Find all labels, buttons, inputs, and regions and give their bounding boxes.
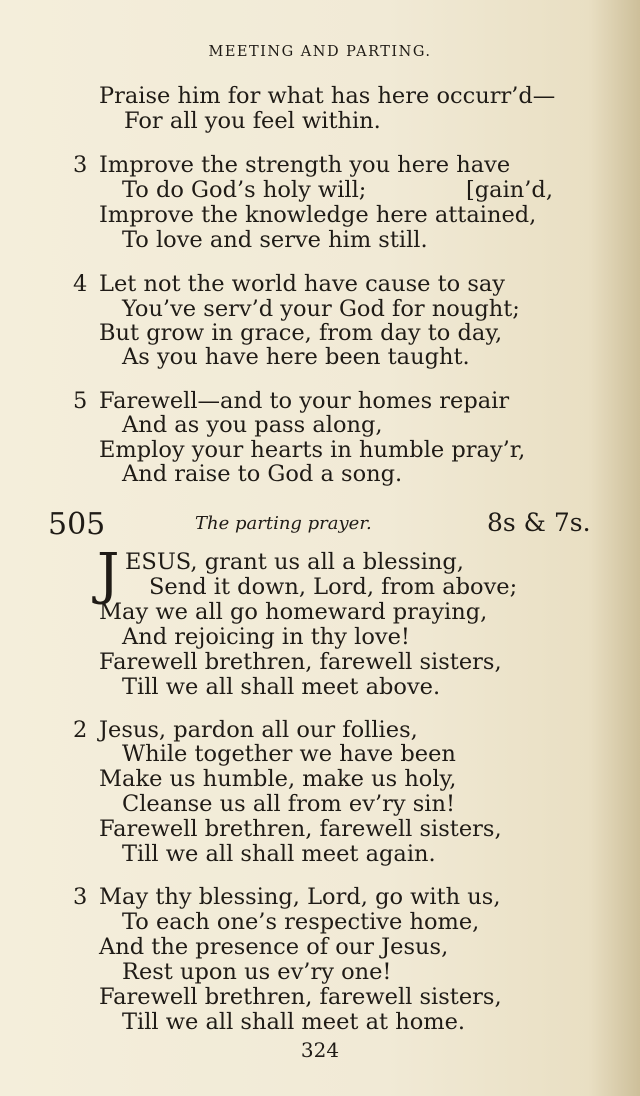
carry-over-line: For all you feel within.: [124, 108, 381, 134]
verse-line: As you have here been taught.: [122, 344, 470, 370]
verse-line: To do God’s holy will;: [122, 177, 367, 203]
verse-line: Employ your hearts in humble pray’r,: [99, 437, 526, 463]
verse-line: To each one’s respective home,: [122, 909, 480, 935]
verse-number: 3: [73, 152, 88, 178]
hymn-meter: 8s & 7s.: [487, 508, 591, 537]
running-header: MEETING AND PARTING.: [208, 44, 432, 60]
verse-line: Farewell brethren, farewell sisters,: [99, 649, 502, 675]
verse-line: Till we all shall meet at home.: [122, 1009, 466, 1035]
verse-line: May thy blessing, Lord, go with us,: [99, 884, 501, 910]
verse-number: 3: [73, 884, 88, 910]
verse-line: Till we all shall meet above.: [122, 674, 441, 700]
verse-line: Improve the knowledge here attained,: [99, 202, 537, 228]
verse-number: 5: [73, 388, 88, 414]
verse-line: And as you pass along,: [122, 412, 383, 438]
verse-line: While together we have been: [122, 741, 456, 767]
verse-line: Send it down, Lord, from above;: [149, 574, 518, 600]
verse-line: And the presence of our Jesus,: [99, 934, 449, 960]
drop-cap: J: [97, 542, 120, 607]
verse-number: 4: [73, 271, 88, 297]
verse-line: Let not the world have cause to say: [99, 271, 506, 297]
verse-line: Cleanse us all from ev’ry sin!: [122, 791, 455, 817]
verse-line: But grow in grace, from day to day,: [99, 320, 503, 346]
verse-line: To love and serve him still.: [122, 227, 428, 253]
carry-over-line: Praise him for what has here occurr’d—: [99, 83, 556, 109]
verse-line: And rejoicing in thy love!: [122, 624, 410, 650]
hymn-title: The parting prayer.: [195, 513, 372, 534]
verse-line: Improve the strength you here have: [99, 152, 511, 178]
verse-line: Farewell brethren, farewell sisters,: [99, 816, 502, 842]
verse-line: You’ve serv’d your God for nought;: [122, 296, 520, 322]
page-number: 324: [300, 1038, 340, 1062]
hymn-number: 505: [48, 507, 106, 542]
verse-line: And raise to God a song.: [122, 461, 403, 487]
verse-line: ESUS, grant us all a blessing,: [125, 549, 464, 575]
verse-line: Till we all shall meet again.: [122, 841, 436, 867]
verse-line: Farewell brethren, farewell sisters,: [99, 984, 502, 1010]
verse-line: Make us humble, make us holy,: [99, 766, 457, 792]
verse-number: 2: [73, 717, 88, 743]
verse-line-overflow: [gain’d,: [466, 177, 553, 203]
verse-line: Farewell—and to your homes repair: [99, 388, 510, 414]
verse-line: Rest upon us ev’ry one!: [122, 959, 392, 985]
verse-line: Jesus, pardon all our follies,: [99, 717, 418, 743]
verse-line: May we all go homeward praying,: [99, 599, 488, 625]
